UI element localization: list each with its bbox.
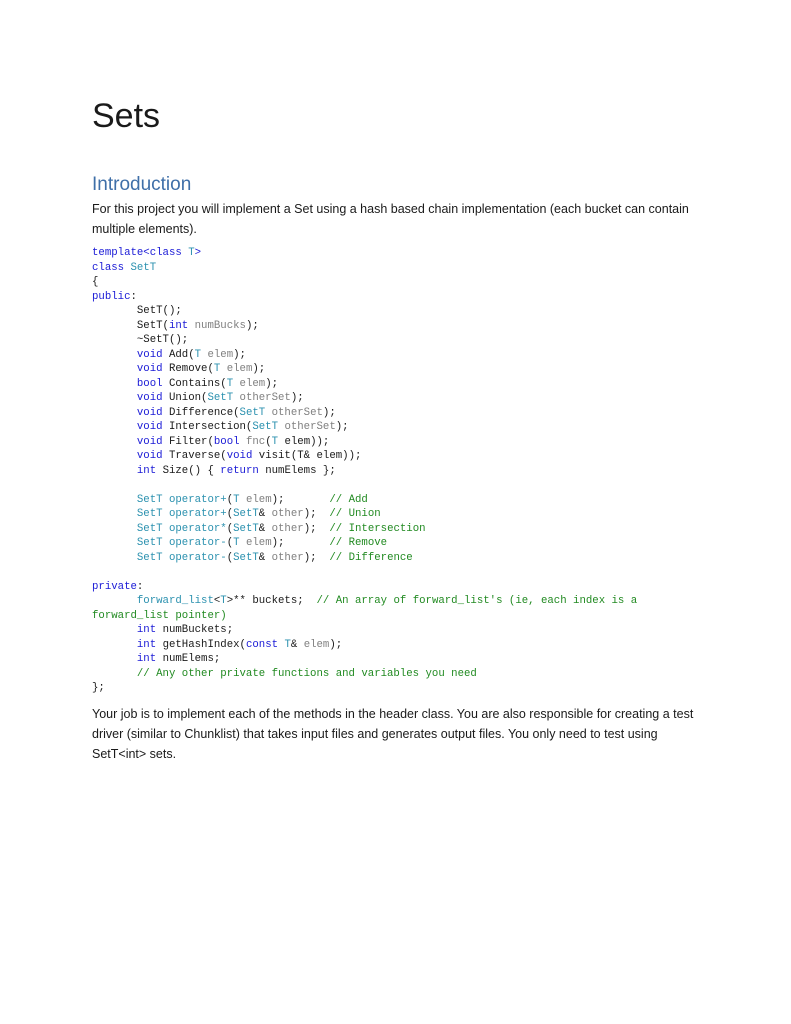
code-token: Add( [168, 348, 195, 361]
code-token: otherSet [284, 421, 336, 433]
code-line [92, 406, 702, 421]
code-token: void [92, 363, 169, 375]
code-token: }; [92, 682, 105, 694]
code-token: T [284, 638, 291, 651]
code-token: elem [226, 363, 253, 375]
code-token: int [92, 653, 163, 665]
code-token: int [168, 319, 195, 332]
code-token: void [92, 348, 169, 361]
code-token: private [92, 580, 137, 593]
code-token: elem)); [284, 435, 330, 448]
code-line [92, 580, 702, 595]
code-line [92, 290, 702, 305]
code-token: ); [252, 363, 266, 375]
code-token: SetT [233, 551, 259, 564]
code-token: { [92, 276, 99, 288]
code-token: template<class [92, 247, 189, 259]
code-line [92, 522, 702, 537]
code-token: elem [245, 493, 272, 506]
code-token: elem [239, 377, 266, 390]
code-token: Filter( [168, 435, 214, 448]
code-token: ); [233, 348, 246, 361]
code-token: ); [265, 377, 279, 390]
code-token: ~SetT(); [92, 334, 189, 346]
code-token: T [188, 247, 195, 259]
code-token: void [92, 450, 169, 462]
code-token: >** buckets; [226, 595, 317, 607]
code-token: Contains( [168, 377, 227, 390]
code-token: ( [226, 493, 234, 506]
code-token: int [92, 624, 163, 636]
code-token: // Difference [329, 551, 413, 564]
code-token: Traverse( [168, 450, 227, 462]
code-token: forward_list pointer) [92, 609, 227, 622]
code-token: SetT [233, 522, 259, 535]
code-token: Remove( [168, 363, 214, 375]
code-token: other [271, 551, 304, 564]
code-token: operator+ [168, 493, 227, 506]
code-token: SetT [207, 392, 240, 404]
code-token: T [233, 493, 246, 506]
code-token: ); [303, 551, 330, 564]
code-token: void [226, 450, 259, 462]
code-token: other [271, 522, 304, 535]
code-token: // Union [329, 508, 381, 520]
code-token: // Any other private functions and variables you need [92, 667, 477, 680]
code-token: & [290, 638, 304, 651]
code-token: operator- [168, 537, 227, 549]
code-token: otherSet [271, 406, 323, 419]
code-token: ); [290, 392, 304, 404]
code-line [92, 275, 702, 290]
code-token: numBucks [194, 319, 246, 332]
code-token: Intersection( [168, 421, 253, 433]
code-token: void [92, 435, 169, 448]
code-line [92, 304, 702, 319]
code-token: ); [335, 421, 349, 433]
code-token: // Add [329, 493, 368, 506]
code-line [92, 319, 702, 334]
code-token: Union( [168, 392, 208, 404]
code-token: public [92, 290, 131, 303]
code-token: int [92, 464, 163, 477]
code-token: ); [303, 508, 330, 520]
code-token: Difference( [168, 406, 240, 419]
code-token: ( [265, 435, 272, 448]
closing-paragraph: Your job is to implement each of the methods in the header class. You are also responsible for creating a test driver (similar to Chunklist) that takes input files and generates output files. You only need to test using SetT<int> sets. [92, 707, 694, 761]
code-token: : [130, 290, 137, 303]
code-token: T [271, 435, 285, 448]
code-token: SetT [92, 508, 169, 520]
code-token: T [194, 348, 208, 361]
code-token: const [245, 638, 285, 651]
code-token: SetT [92, 522, 169, 535]
code-token: fnc [245, 435, 266, 448]
code-token: Size() { [162, 464, 221, 477]
code-line [92, 551, 702, 566]
code-token: SetT [92, 551, 169, 564]
code-token: int [92, 638, 163, 651]
code-line [92, 449, 702, 464]
code-token: ( [226, 508, 234, 520]
code-token: > [194, 247, 202, 259]
code-token: : [136, 580, 144, 593]
code-token: SetT [130, 261, 157, 274]
code-line [92, 609, 702, 624]
code-token: SetT [92, 537, 169, 549]
code-token: T [220, 595, 227, 607]
code-token: // Remove [329, 537, 388, 549]
code-token: & [258, 522, 272, 535]
code-token: getHashIndex( [162, 638, 246, 651]
code-line [92, 565, 702, 580]
code-line [92, 623, 702, 638]
code-token: bool [92, 377, 169, 390]
code-token: SetT [233, 508, 259, 520]
code-line [92, 377, 702, 392]
code-token: SetT [239, 406, 272, 419]
code-token: & [258, 508, 272, 520]
code-line [92, 667, 702, 682]
code-token: T [213, 363, 227, 375]
code-line [92, 594, 702, 609]
code-line [92, 420, 702, 435]
code-line [92, 348, 702, 363]
code-token: SetT [92, 493, 169, 506]
code-token: // An array of forward_list's (ie, each index is a [316, 595, 638, 607]
code-token: void [92, 392, 169, 404]
code-line [92, 638, 702, 653]
code-token: T [226, 377, 240, 390]
code-line [92, 536, 702, 551]
code-token: ); [271, 537, 330, 549]
code-token: T [233, 537, 246, 549]
code-line [92, 261, 702, 276]
code-token: forward_list [92, 595, 214, 607]
code-token: & [258, 551, 272, 564]
code-token: ( [226, 522, 234, 535]
code-token: numElems }; [265, 464, 336, 477]
code-token: ( [226, 537, 234, 549]
code-token: otherSet [239, 392, 291, 404]
code-token: operator+ [168, 508, 227, 520]
code-token: operator- [168, 551, 227, 564]
code-line [92, 464, 702, 479]
code-token: elem [303, 638, 330, 651]
code-line [92, 478, 702, 493]
code-token: SetT(); [92, 305, 182, 317]
code-token: bool [213, 435, 246, 448]
code-token: numElems; [162, 653, 221, 665]
code-token: elem [245, 537, 272, 549]
code-token: ); [245, 319, 259, 332]
code-token: void [92, 406, 169, 419]
code-token: ); [303, 522, 330, 535]
code-line [92, 391, 702, 406]
code-line [92, 246, 702, 261]
code-token: ( [226, 551, 234, 564]
section-heading-introduction: Introduction [92, 174, 192, 195]
code-line [92, 681, 702, 696]
code-block-sett-class [92, 246, 702, 696]
code-token: operator* [168, 522, 227, 535]
code-line [92, 362, 702, 377]
code-token: visit(T& elem)); [258, 450, 362, 462]
code-token: void [92, 421, 169, 433]
code-line [92, 493, 702, 508]
code-token: elem [207, 348, 234, 361]
code-token: // Intersection [329, 522, 426, 535]
code-token: ); [322, 406, 336, 419]
code-token: < [213, 595, 221, 607]
intro-paragraph: For this project you will implement a Set using a hash based chain implementation (each bucket can contain multiple elements). [92, 202, 689, 236]
page-title: Sets [92, 97, 161, 135]
code-token: return [220, 464, 266, 477]
code-line [92, 333, 702, 348]
code-token: SetT( [92, 319, 169, 332]
code-token: ); [271, 493, 330, 506]
code-line [92, 652, 702, 667]
code-token: class [92, 261, 131, 274]
code-token: ); [329, 638, 343, 651]
code-token: other [271, 508, 304, 520]
code-token: numBuckets; [162, 624, 234, 636]
code-line [92, 507, 702, 522]
code-line [92, 435, 702, 450]
code-token: SetT [252, 421, 285, 433]
